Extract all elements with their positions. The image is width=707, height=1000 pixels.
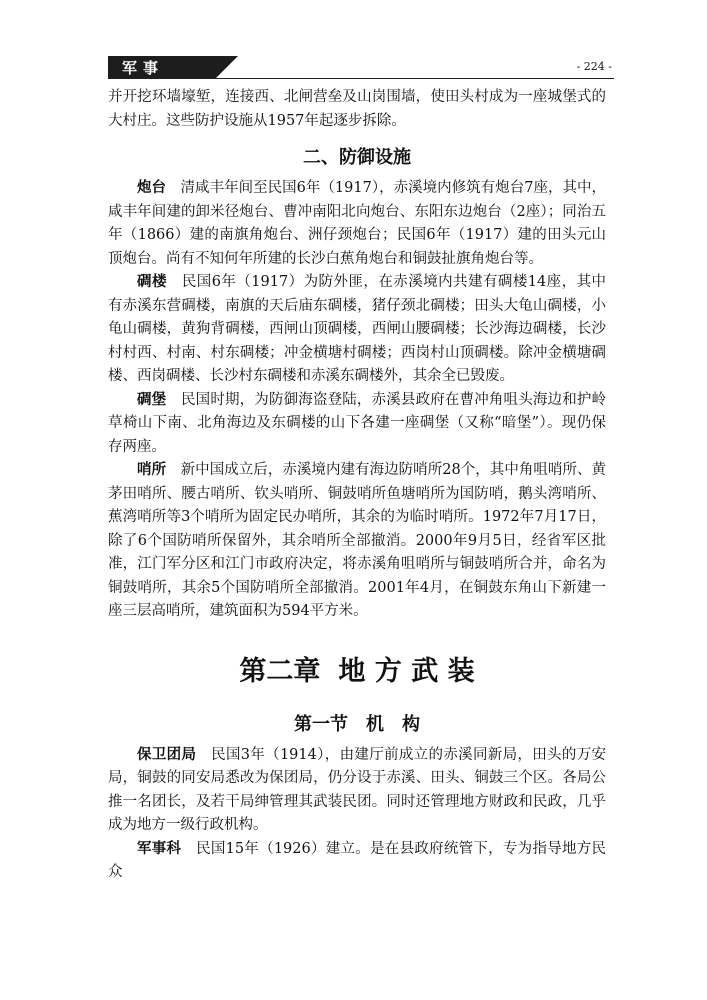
paragraph-text: 新中国成立后，赤溪境内建有海边防哨所28个，其中角咀哨所、黄茅田哨所、腰古哨所、钦头哨所、铜鼓哨所鱼塘哨所为国防哨，鹅头湾哨所、蕉湾哨所等3个哨所为固定民办哨所，其余的为临时哨所。1972年7月17日，除了6个国防哨所保留外，其余哨所全部撤消。2000年9月5日，经省军区批准，江门军分区和江门市政府决定，将赤溪角咀哨所与铜鼓哨所合并，命名为铜鼓哨所，其余5个国防哨所全部撤消。2001年4月，在铜鼓东角山下新建一座三层高哨所，建筑面积为594平方米。 — [108, 462, 607, 619]
paragraph-text: 民国15年（1926）建立。是在县政府统管下，专为指导地方民众 — [108, 840, 606, 880]
term-label: 碉堡 — [137, 391, 167, 408]
header-tab-label: 军事 — [122, 59, 165, 77]
paragraph-continued: 并开挖环墙壕堑，连接西、北闸营垒及山岗围墙，使田头村成为一座城堡式的大村庄。这些防护设施从1957年起逐步拆除。 — [108, 89, 606, 129]
header-tab — [108, 56, 216, 78]
subsection-name: 机 构 — [366, 713, 420, 735]
header-rule — [108, 78, 614, 79]
paragraph-watchtowers — [108, 271, 606, 389]
paragraph-military-section — [108, 838, 606, 885]
paragraph-bunkers — [108, 389, 606, 460]
paragraph-batteries — [108, 177, 606, 271]
paragraph-text: 清咸丰年间至民国6年（1917），赤溪境内修筑有炮台7座，其中，咸丰年间建的卸米径炮台、曹冲南阳北向炮台、东阳东边炮台（2座）；同治五年（1866）建的南旗角炮台、洲仔颈炮台；民国6年（1917）建的田头元山顶炮台。尚有不知何年所建的长沙白蕉角炮台和铜鼓扯旗角炮台等。 — [108, 180, 606, 267]
page-body — [108, 86, 606, 885]
subsection-title — [108, 712, 606, 738]
chapter-title — [108, 654, 606, 690]
page-header — [108, 56, 614, 80]
term-label: 炮台 — [137, 180, 167, 196]
paragraph-text: 民国3年（1914），由建厅前成立的赤溪同新局，田头的万安局，铜鼓的同安局悉改为保团局，仍分设于赤溪、田头、铜鼓三个区。各局公推一名团长，及若干局绅管理其武装民团。同时还管理地方财政和民政，几乎成为地方一级行政机构。 — [108, 746, 607, 833]
term-label: 军事科 — [137, 840, 182, 857]
page-number: - 224 - — [576, 60, 612, 73]
header-tab-corner — [216, 56, 238, 78]
paragraph-sentry-posts — [108, 459, 606, 624]
paragraph-text: 民国6年（1917）为防外匪，在赤溪境内共建有碉楼14座，其中有赤溪东营碉楼，南旗的天后庙东碉楼，猪仔颈北碉楼；田头大龟山碉楼，小龟山碉楼，黄狗背碉楼，西闸山顶碉楼，西闸山腰碉楼；长沙海边碉楼，长沙村村西、村南、村东碉楼；冲金横塘村碉楼；西岗村山顶碉楼。除冲金横塘碉楼、西岗碉楼、长沙村东碉楼和赤溪东碉楼外，其余全已毁废。 — [108, 274, 607, 384]
paragraph-text: 民国时期，为防御海盗登陆，赤溪县政府在曹冲角咀头海边和护岭草椅山下南、北角海边及东碉楼的山下各建一座碉堡（又称“暗堡”）。现仍保存两座。 — [108, 391, 607, 455]
term-label: 哨所 — [137, 462, 167, 478]
term-label: 保卫团局 — [137, 746, 197, 763]
section-title: 二、防御设施 — [303, 147, 411, 168]
term-label: 碉楼 — [137, 274, 167, 290]
paragraph-defense-bureau — [108, 744, 606, 838]
subsection-number: 第一节 — [294, 713, 348, 735]
chapter-name: 地 方 武 装 — [338, 655, 475, 687]
chapter-number: 第二章 — [239, 655, 321, 687]
